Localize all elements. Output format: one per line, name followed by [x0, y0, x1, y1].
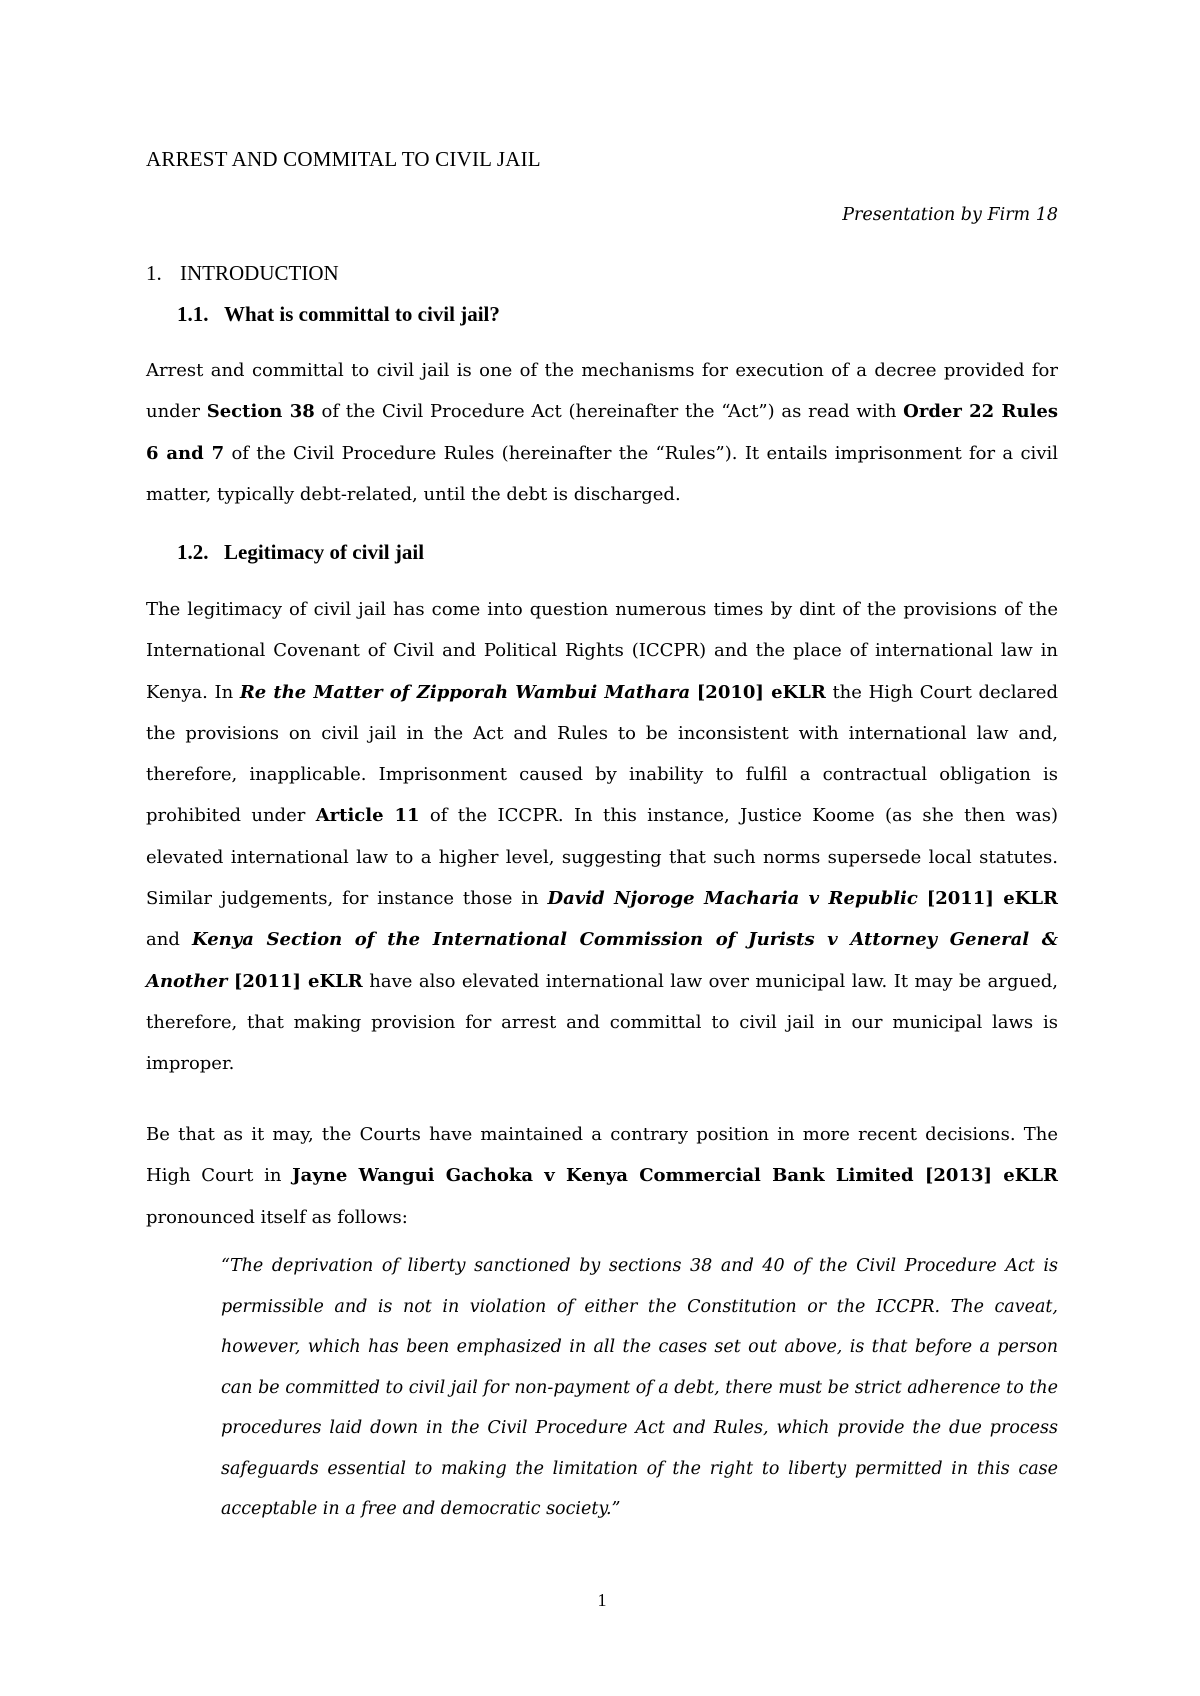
paragraph-text: of the Civil Procedure Rules (hereinafter the “Rules”). It entails imprisonment for a civil matter, typically debt-related, until the debt is discharged. [146, 442, 1058, 505]
paragraph-text: Be that as it may, the Courts have maintained a contrary position in more recent decisions. The High Court in [146, 1124, 1058, 1187]
presentation-byline: Presentation by Firm 18 [842, 205, 1058, 225]
subsection-title: Legitimacy of civil jail [224, 540, 425, 564]
paragraph-text: and [146, 929, 192, 951]
section-heading-introduction [146, 261, 339, 286]
subsection-heading-committal [177, 302, 500, 327]
paragraph-text: have also elevated international law over municipal law. It may be argued, therefore, that making provision for arrest and committal to civil jail in our municipal laws is improper. [146, 970, 1058, 1075]
paragraph-text: of the ICCPR. In this instance, Justice Koome (as she then was) elevated international law to a higher level, suggesting that such norms supersede local statutes. Similar judgements, for instance those in [146, 805, 1058, 910]
subsection-number: 1.2. [177, 540, 209, 564]
case-citation: [2011] eKLR [233, 970, 363, 992]
subsection-title: What is committal to civil jail? [224, 302, 500, 326]
statute-reference: Article 11 [315, 805, 420, 827]
statute-reference: Section 38 [206, 401, 315, 423]
paragraph-text: The legitimacy of civil jail has come into question numerous times by dint of the provisions of the International Covenant of Civil and Political Rights (ICCPR) and the place of international law in Kenya. In [146, 599, 1058, 703]
subsection-heading-legitimacy [177, 540, 424, 565]
paragraph-committal-definition [146, 350, 1058, 515]
paragraph-text: of the Civil Procedure Act (hereinafter the “Act”) as read with [314, 401, 904, 423]
case-citation: [2010] eKLR [696, 681, 826, 703]
page-number: 1 [597, 1590, 607, 1610]
statute-reference: Order 22 Rules 6 and 7 [146, 401, 1058, 464]
case-name: David Njoroge Macharia v Republic [547, 888, 918, 910]
paragraph-text: the High Court declared the provisions on civil jail in the Act and Rules to be inconsistent with international law and, therefore, inapplicable. Imprisonment caused by inability to fulfil a contractual obligation is prohibited under [146, 681, 1058, 827]
paragraph-legitimacy [146, 589, 1058, 1085]
paragraph-text: Arrest and committal to civil jail is one of the mechanisms for execution of a decree provided for under [146, 360, 1058, 423]
case-name: Jayne Wangui Gachoka v Kenya Commercial Bank Limited [2013] eKLR [292, 1165, 1058, 1187]
section-number: 1. [146, 261, 162, 285]
case-name: Re the Matter of Zipporah Wambui Mathara [239, 681, 691, 703]
case-name: Kenya Section of the International Commission of Jurists v Attorney General & Another [146, 929, 1058, 992]
subsection-number: 1.1. [177, 302, 209, 326]
paragraph-text: pronounced itself as follows: [146, 1206, 408, 1228]
case-citation: [2011] eKLR [926, 888, 1058, 910]
document-title: ARREST AND COMMITAL TO CIVIL JAIL [146, 147, 541, 171]
section-title: INTRODUCTION [180, 261, 339, 285]
paragraph-recent-decisions [146, 1114, 1058, 1238]
judgement-quotation: “The deprivation of liberty sanctioned by sections 38 and 40 of the Civil Procedure Act is permissible and is not in violation of either the Constitution or the ICCPR. The caveat, however, which has been emphasized in all the cases set out above, is that before a person can be committed to civil jail for non-payment of a debt, there must be strict adherence to the procedures laid down in the Civil Procedure Act and Rules, which provide the due process safeguards essential to making the limitation of the right to liberty permitted in this case acceptable in a free and democratic society.” [221, 1256, 1058, 1519]
